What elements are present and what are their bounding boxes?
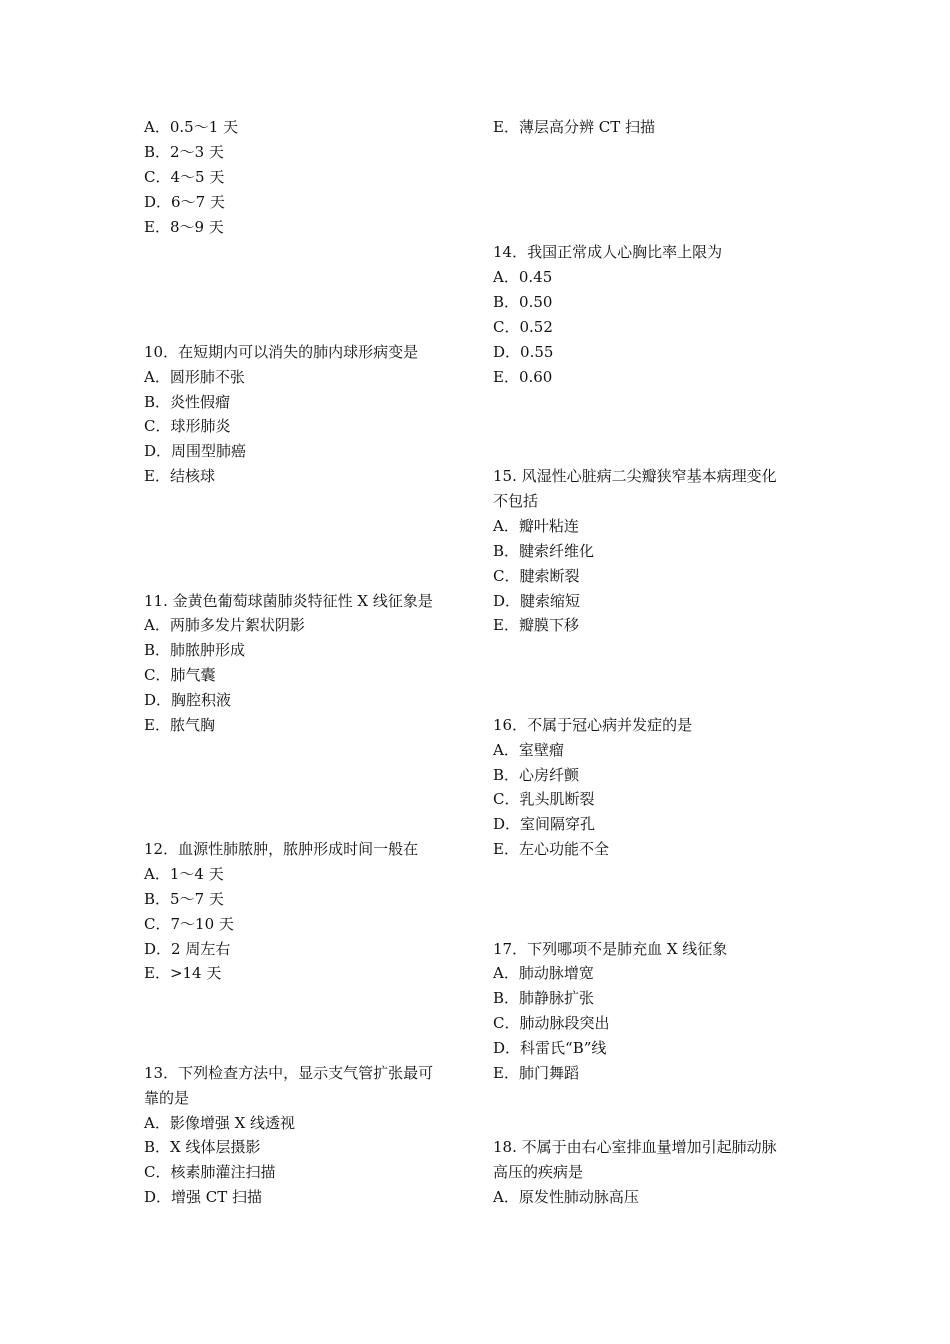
q14-option-b: B．0.50 xyxy=(493,293,553,311)
q11-stem: 11. 金黄色葡萄球菌肺炎特征性 X 线征象是 xyxy=(144,592,433,610)
q10-option-a: A．圆形肺不张 xyxy=(144,368,245,386)
q12-option-a: A．1～4 天 xyxy=(144,865,224,883)
q14-option-a: A．0.45 xyxy=(493,268,553,286)
q15-stem-line2: 不包括 xyxy=(493,492,539,510)
q9-option-b: B．2～3 天 xyxy=(144,143,224,161)
q17-option-c: C．肺动脉段突出 xyxy=(493,1014,610,1032)
q18-stem-line2: 高压的疾病是 xyxy=(493,1163,584,1181)
q9-option-c: C．4～5 天 xyxy=(144,168,225,186)
q10-option-b: B．炎性假瘤 xyxy=(144,393,231,411)
q11-option-d: D．胸腔积液 xyxy=(144,691,232,709)
q15-option-b: B．腱索纤维化 xyxy=(493,542,595,560)
q9-option-e: E．8～9 天 xyxy=(144,218,224,236)
q11-option-a: A．两肺多发片絮状阴影 xyxy=(144,616,305,634)
q18-option-a: A．原发性肺动脉高压 xyxy=(493,1188,639,1206)
q9-option-d: D．6～7 天 xyxy=(144,193,225,211)
q13-stem-line2: 靠的是 xyxy=(144,1089,190,1107)
q16-option-e: E．左心功能不全 xyxy=(493,840,609,858)
q11-option-e: E．脓气胸 xyxy=(144,716,215,734)
q15-option-d: D．腱索缩短 xyxy=(493,592,581,610)
q15-option-a: A．瓣叶粘连 xyxy=(493,517,579,535)
q14-option-d: D．0.55 xyxy=(493,343,554,361)
q14-option-e: E．0.60 xyxy=(493,368,553,386)
q12-option-c: C．7～10 天 xyxy=(144,915,234,933)
q16-option-a: A．室壁瘤 xyxy=(493,741,564,759)
q12-option-e: E．>14 天 xyxy=(144,964,222,982)
q13-option-b: B．X 线体层摄影 xyxy=(144,1138,261,1156)
q10-option-e: E．结核球 xyxy=(144,467,215,485)
q17-option-a: A．肺动脉增宽 xyxy=(493,964,594,982)
q13-option-d: D．增强 CT 扫描 xyxy=(144,1188,263,1206)
q11-option-b: B．肺脓肿形成 xyxy=(144,641,246,659)
q16-option-b: B．心房纤颤 xyxy=(493,766,580,784)
q14-stem: 14．我国正常成人心胸比率上限为 xyxy=(493,243,723,261)
q17-option-d: D．科雷氏“B”线 xyxy=(493,1039,607,1057)
q11-option-c: C．肺气囊 xyxy=(144,666,216,684)
q17-stem: 17．下列哪项不是肺充血 X 线征象 xyxy=(493,940,728,958)
q12-option-d: D．2 周左右 xyxy=(144,940,231,958)
q17-option-b: B．肺静脉扩张 xyxy=(493,989,595,1007)
q13-option-a: A．影像增强 X 线透视 xyxy=(144,1114,296,1132)
q9-option-a: A．0.5～1 天 xyxy=(144,118,238,136)
q17-option-e: E．肺门舞蹈 xyxy=(493,1064,579,1082)
q16-stem: 16．不属于冠心病并发症的是 xyxy=(493,716,693,734)
q10-option-d: D．周围型肺癌 xyxy=(144,442,247,460)
q15-stem-line1: 15. 风湿性心脏病二尖瓣狭窄基本病理变化 xyxy=(493,467,777,485)
q12-stem: 12．血源性肺脓肿，脓肿形成时间一般在 xyxy=(144,840,419,858)
q13-option-c: C．核素肺灌注扫描 xyxy=(144,1163,276,1181)
q13-stem-line1: 13．下列检查方法中，显示支气管扩张最可 xyxy=(144,1064,434,1082)
q12-option-b: B．5～7 天 xyxy=(144,890,224,908)
q10-option-c: C．球形肺炎 xyxy=(144,417,231,435)
q18-stem-line1: 18. 不属于由右心室排血量增加引起肺动脉 xyxy=(493,1138,777,1156)
q15-option-e: E．瓣膜下移 xyxy=(493,616,579,634)
q14-option-c: C．0.52 xyxy=(493,318,553,336)
q16-option-d: D．室间隔穿孔 xyxy=(493,815,596,833)
q10-stem: 10．在短期内可以消失的肺内球形病变是 xyxy=(144,343,419,361)
q13-option-e: E．薄层高分辨 CT 扫描 xyxy=(493,118,655,136)
q15-option-c: C．腱索断裂 xyxy=(493,567,580,585)
q16-option-c: C．乳头肌断裂 xyxy=(493,790,595,808)
